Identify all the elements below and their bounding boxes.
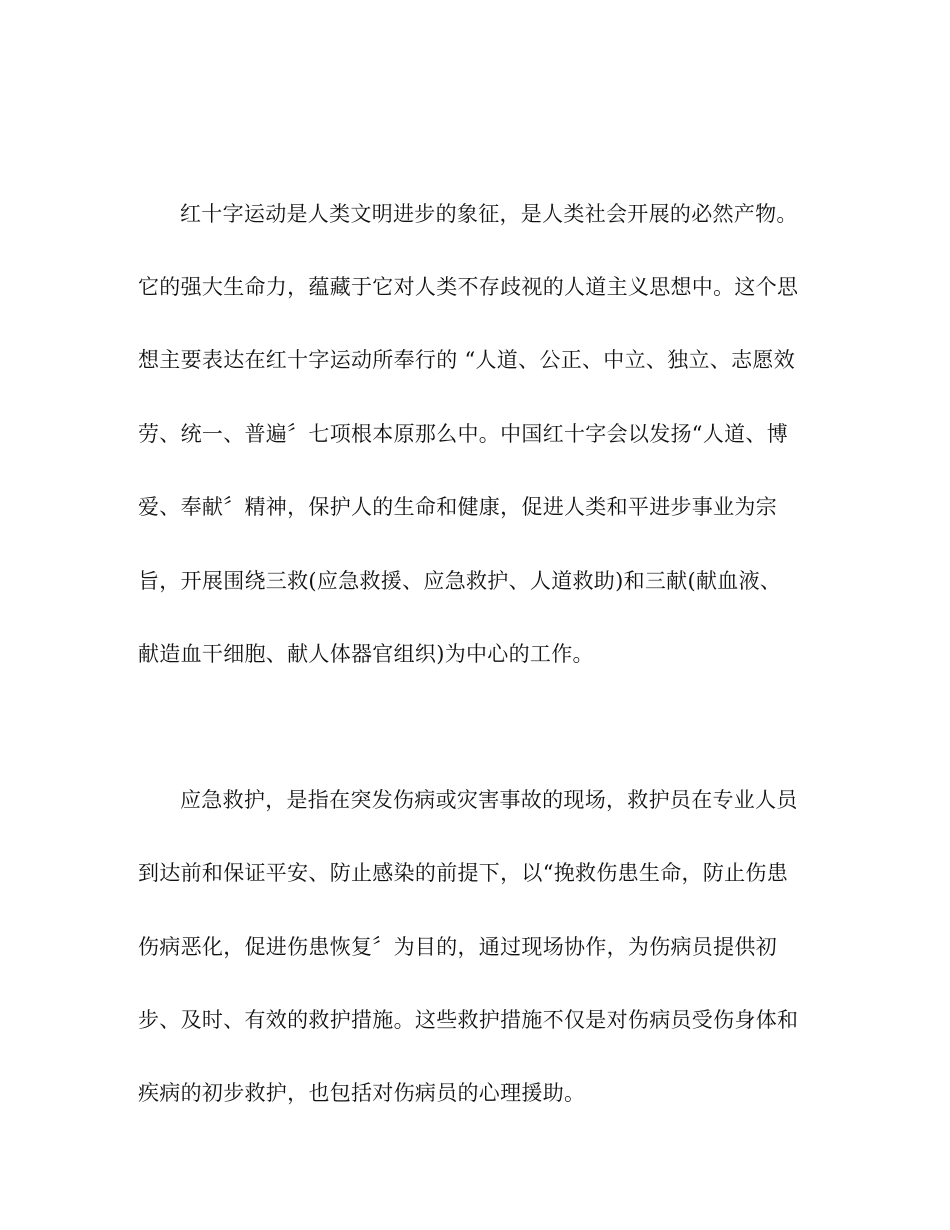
text-line: 旨，开展围绕三救(应急救援、应急救护、人道救助)和三献(献血液、 — [138, 569, 782, 593]
text-line: 伤病恶化，促进伤患恢复〞为目的，通过现场协作，为伤病员提供初 — [138, 935, 777, 959]
text-line: 想主要表达在红十字运动所奉行的 “人道、公正、中立、独立、志愿效 — [138, 348, 796, 372]
text-line: 步、及时、有效的救护措施。这些救护措施不仅是对伤病员受伤身体和 — [138, 1008, 799, 1032]
text-line: 劳、统一、普遍〞七项根本原那么中。中国红十字会以发扬“人道、博 — [138, 422, 789, 446]
text-line: 它的强大生命力，蕴藏于它对人类不存歧视的人道主义思想中。这个思 — [138, 275, 799, 299]
text-line: 疾病的初步救护，也包括对伤病员的心理援助。 — [138, 1081, 586, 1105]
text-line: 应急救护，是指在突发伤病或灾害事故的现场，救护员在专业人员 — [180, 788, 798, 812]
text-line: 到达前和保证平安、防止感染的前提下，以“挽救伤患生命，防止伤患 — [138, 861, 789, 885]
text-line: 献造血干细胞、献人体器官组织)为中心的工作。 — [138, 642, 594, 666]
text-line: 爱、奉献〞精神，保护人的生命和健康，促进人类和平进步事业为宗 — [138, 495, 777, 519]
text-line: 红十字运动是人类文明进步的象征，是人类社会开展的必然产物。 — [180, 202, 798, 226]
